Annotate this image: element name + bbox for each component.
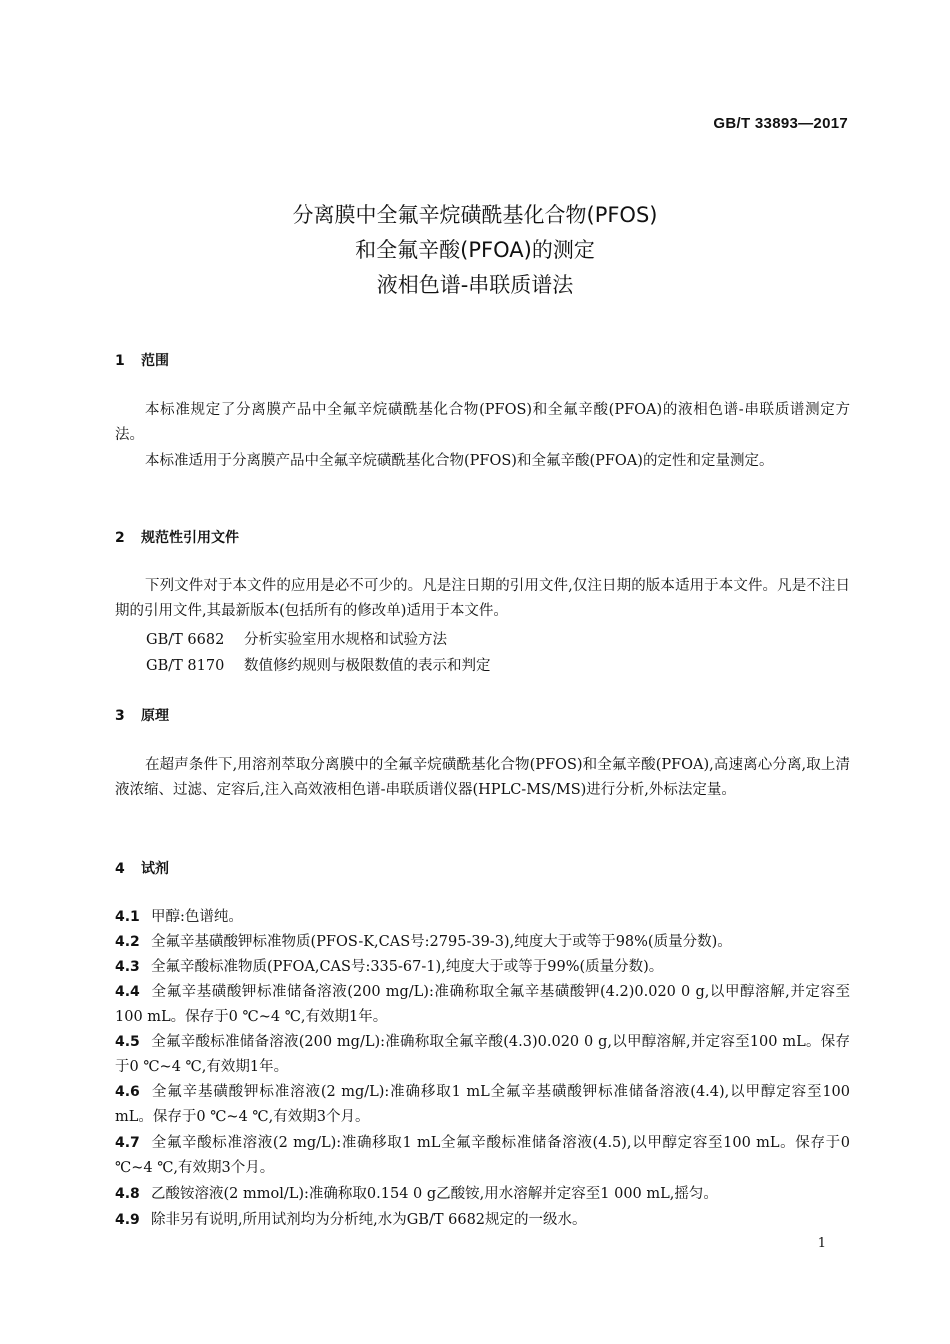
item-number: 4.8 xyxy=(115,1186,140,1202)
item-text: 除非另有说明,所用试剂均为分析纯,水为GB/T 6682规定的一级水。 xyxy=(151,1212,587,1228)
reagent-item xyxy=(115,955,850,980)
reagent-item xyxy=(115,1131,850,1181)
item-text: 乙酸铵溶液(2 mmol/L):准确称取0.154 0 g乙酸铵,用水溶解并定容至1 000 mL,摇匀。 xyxy=(151,1186,718,1202)
section-2-paragraph-1: 下列文件对于本文件的应用是必不可少的。凡是注日期的引用文件,仅注日期的版本适用于本文件。凡是不注日期的引用文件,其最新版本(包括所有的修改单)适用于本文件。 xyxy=(115,578,850,619)
reagent-item xyxy=(115,1080,850,1130)
section-title: 规范性引用文件 xyxy=(141,530,239,546)
section-1-paragraph-2: 本标准适用于分离膜产品中全氟辛烷磺酰基化合物(PFOS)和全氟辛酸(PFOA)的定性和定量测定。 xyxy=(145,453,774,469)
item-number: 4.2 xyxy=(115,934,140,950)
page-number: 1 xyxy=(817,1236,826,1251)
item-number: 4.1 xyxy=(115,909,140,925)
item-text: 全氟辛酸标准溶液(2 mg/L):准确移取1 mL全氟辛酸标准储备溶液(4.5),以甲醇定容至100 mL。保存于0 ℃~4 ℃,有效期3个月。 xyxy=(115,1135,850,1176)
section-title: 范围 xyxy=(141,353,169,369)
reagent-item xyxy=(115,1208,850,1233)
section-4-heading xyxy=(115,858,169,878)
title-line-1: 分离膜中全氟辛烷磺酰基化合物(PFOS) xyxy=(292,203,658,227)
section-3-paragraph-1: 在超声条件下,用溶剂萃取分离膜中的全氟辛烷磺酰基化合物(PFOS)和全氟辛酸(PFOA),高速离心分离,取上清液浓缩、过滤、定容后,注入高效液相色谱-串联质谱仪器(HPLC-MS/MS)进行分析,外标法定量。 xyxy=(115,757,850,798)
section-number: 2 xyxy=(115,530,125,546)
reagent-item xyxy=(115,930,850,955)
section-number: 1 xyxy=(115,353,125,369)
item-number: 4.6 xyxy=(115,1084,140,1100)
reagent-item xyxy=(115,905,850,930)
title-line-3: 液相色谱-串联质谱法 xyxy=(376,273,574,297)
item-number: 4.9 xyxy=(115,1212,140,1228)
section-title: 原理 xyxy=(141,708,169,724)
item-text: 全氟辛基磺酸钾标准储备溶液(200 mg/L):准确称取全氟辛基磺酸钾(4.2)0.020 0 g,以甲醇溶解,并定容至100 mL。保存于0 ℃~4 ℃,有效期1年。 xyxy=(115,984,850,1025)
reference-title: 分析实验室用水规格和试验方法 xyxy=(244,632,447,648)
reference-code: GB/T 8170 xyxy=(146,658,225,674)
item-number: 4.5 xyxy=(115,1034,140,1050)
standard-code: GB/T 33893—2017 xyxy=(713,115,848,132)
item-number: 4.3 xyxy=(115,959,140,975)
section-title: 试剂 xyxy=(141,861,169,877)
normative-reference xyxy=(146,628,447,649)
item-number: 4.4 xyxy=(115,984,140,1000)
section-1-heading xyxy=(115,350,169,370)
item-text: 甲醇:色谱纯。 xyxy=(151,909,243,925)
item-text: 全氟辛酸标准物质(PFOA,CAS号:335-67-1),纯度大于或等于99%(质量分数)。 xyxy=(151,959,664,975)
item-text: 全氟辛基磺酸钾标准溶液(2 mg/L):准确移取1 mL全氟辛基磺酸钾标准储备溶液(4.4),以甲醇定容至100 mL。保存于0 ℃~4 ℃,有效期3个月。 xyxy=(115,1084,850,1125)
item-number: 4.7 xyxy=(115,1135,140,1151)
reagent-item xyxy=(115,1182,850,1207)
item-text: 全氟辛酸标准储备溶液(200 mg/L):准确称取全氟辛酸(4.3)0.020 0 g,以甲醇溶解,并定容至100 mL。保存于0 ℃~4 ℃,有效期1年。 xyxy=(115,1034,850,1075)
reference-title: 数值修约规则与极限数值的表示和判定 xyxy=(244,658,491,674)
section-2-heading xyxy=(115,527,239,547)
section-number: 4 xyxy=(115,861,125,877)
normative-reference xyxy=(146,654,491,675)
item-text: 全氟辛基磺酸钾标准物质(PFOS-K,CAS号:2795-39-3),纯度大于或等于98%(质量分数)。 xyxy=(151,934,732,950)
section-1-paragraph-1: 本标准规定了分离膜产品中全氟辛烷磺酰基化合物(PFOS)和全氟辛酸(PFOA)的液相色谱-串联质谱测定方法。 xyxy=(115,402,850,443)
reference-code: GB/T 6682 xyxy=(146,632,225,648)
reagent-item xyxy=(115,980,850,1030)
section-3-heading xyxy=(115,705,169,725)
section-number: 3 xyxy=(115,708,125,724)
document-title xyxy=(0,198,950,303)
reagent-item xyxy=(115,1030,850,1080)
title-line-2: 和全氟辛酸(PFOA)的测定 xyxy=(355,238,595,262)
